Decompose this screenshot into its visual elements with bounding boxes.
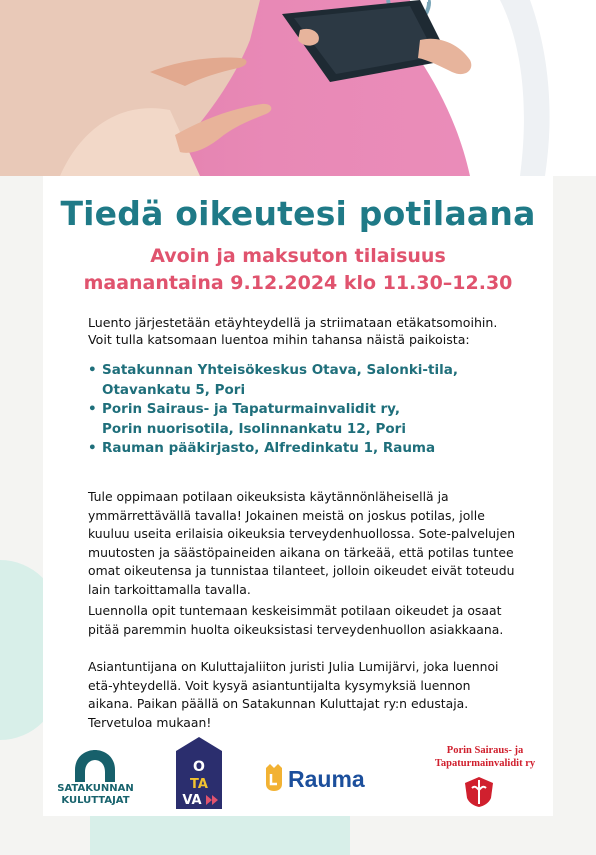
event-datetime: maanantaina 9.12.2024 klo 11.30–12.30 xyxy=(83,272,513,294)
rauma-logo: Rauma xyxy=(288,766,365,792)
hero-photo xyxy=(0,0,596,176)
rauma-crown-icon xyxy=(262,762,286,792)
intro-line: Luento järjestetään etäyhteydellä ja striimataan etäkatsomoihin. xyxy=(88,315,498,330)
page-title: Tiedä oikeutesi potilaana xyxy=(60,194,536,233)
location-line: • Rauman pääkirjasto, Alfredinkatu 1, Rauma xyxy=(102,440,436,456)
list-item xyxy=(88,361,458,400)
intro-text xyxy=(88,314,497,348)
location-line: • Porin Sairaus- ja Tapaturmainvalidit ry, xyxy=(102,401,401,417)
location-line: Porin nuorisotila, Isolinnankatu 12, Pori xyxy=(102,420,406,437)
location-line: • Satakunnan Yhteisökeskus Otava, Salonki-tila, xyxy=(102,362,458,378)
hero-illustration xyxy=(0,0,596,176)
event-subtitle: Avoin ja maksuton tilaisuus xyxy=(150,245,446,267)
satakunnan-kuluttajat-logo xyxy=(48,783,143,807)
body-paragraph: Asiantuntijana on Kuluttajaliiton juristi Julia Lumijärvi, joka luennoi etä-yhteydellä. Voit kysyä asiantuntijalta kysymyksiä luennon aikana. Paikan päällä on Satakunnan Kuluttajat ry:n edustaja. Tervetuloa mukaan! xyxy=(88,659,499,730)
list-item xyxy=(88,439,458,459)
location-line: Otavankatu 5, Pori xyxy=(102,381,246,398)
satakunnan-kuluttajat-logo-icon xyxy=(72,748,118,782)
body-paragraph: Tule oppimaan potilaan oikeuksista käytännönläheisellä ja ymmärrettävällä tavalla! Jokainen meistä on joskus potilas, jolle kuuluu useita erilaisia oikeuksia terveydenhuollossa. Sote-palvelujen muutosten ja säästöpaineiden aikana on tärkeää, että potilas tuntee omat oikeutensa ja tunnistaa tilanteet, jolloin oikeudet eivät toteudu lain tarkoittamalla tavalla. xyxy=(88,489,516,597)
porin-invalidit-logo xyxy=(410,744,560,770)
location-list xyxy=(88,361,458,459)
porin-invalidit-emblem-icon xyxy=(464,776,494,808)
otava-letter: O xyxy=(193,759,205,775)
background-shape-bottom xyxy=(90,815,350,855)
logo-text: Tapaturmainvalidit ry xyxy=(434,758,536,769)
logo-text: Porin Sairaus- ja xyxy=(446,745,524,756)
list-item xyxy=(88,400,458,439)
otava-logo-icon xyxy=(176,737,222,809)
intro-line: Voit tulla katsomaan luentoa mihin tahansa näistä paikoista: xyxy=(88,332,470,347)
logo-text: KULUTTAJAT xyxy=(61,795,130,806)
body-paragraph: Luennolla opit tuntemaan keskeisimmät potilaan oikeudet ja osaat pitää paremmin huolta oikeuksistasi terveydenhuollon asiakkaana. xyxy=(88,603,504,637)
otava-letter: TA xyxy=(190,777,208,792)
logo-text: SATAKUNNAN xyxy=(57,783,134,794)
otava-letter: VA xyxy=(182,793,202,808)
